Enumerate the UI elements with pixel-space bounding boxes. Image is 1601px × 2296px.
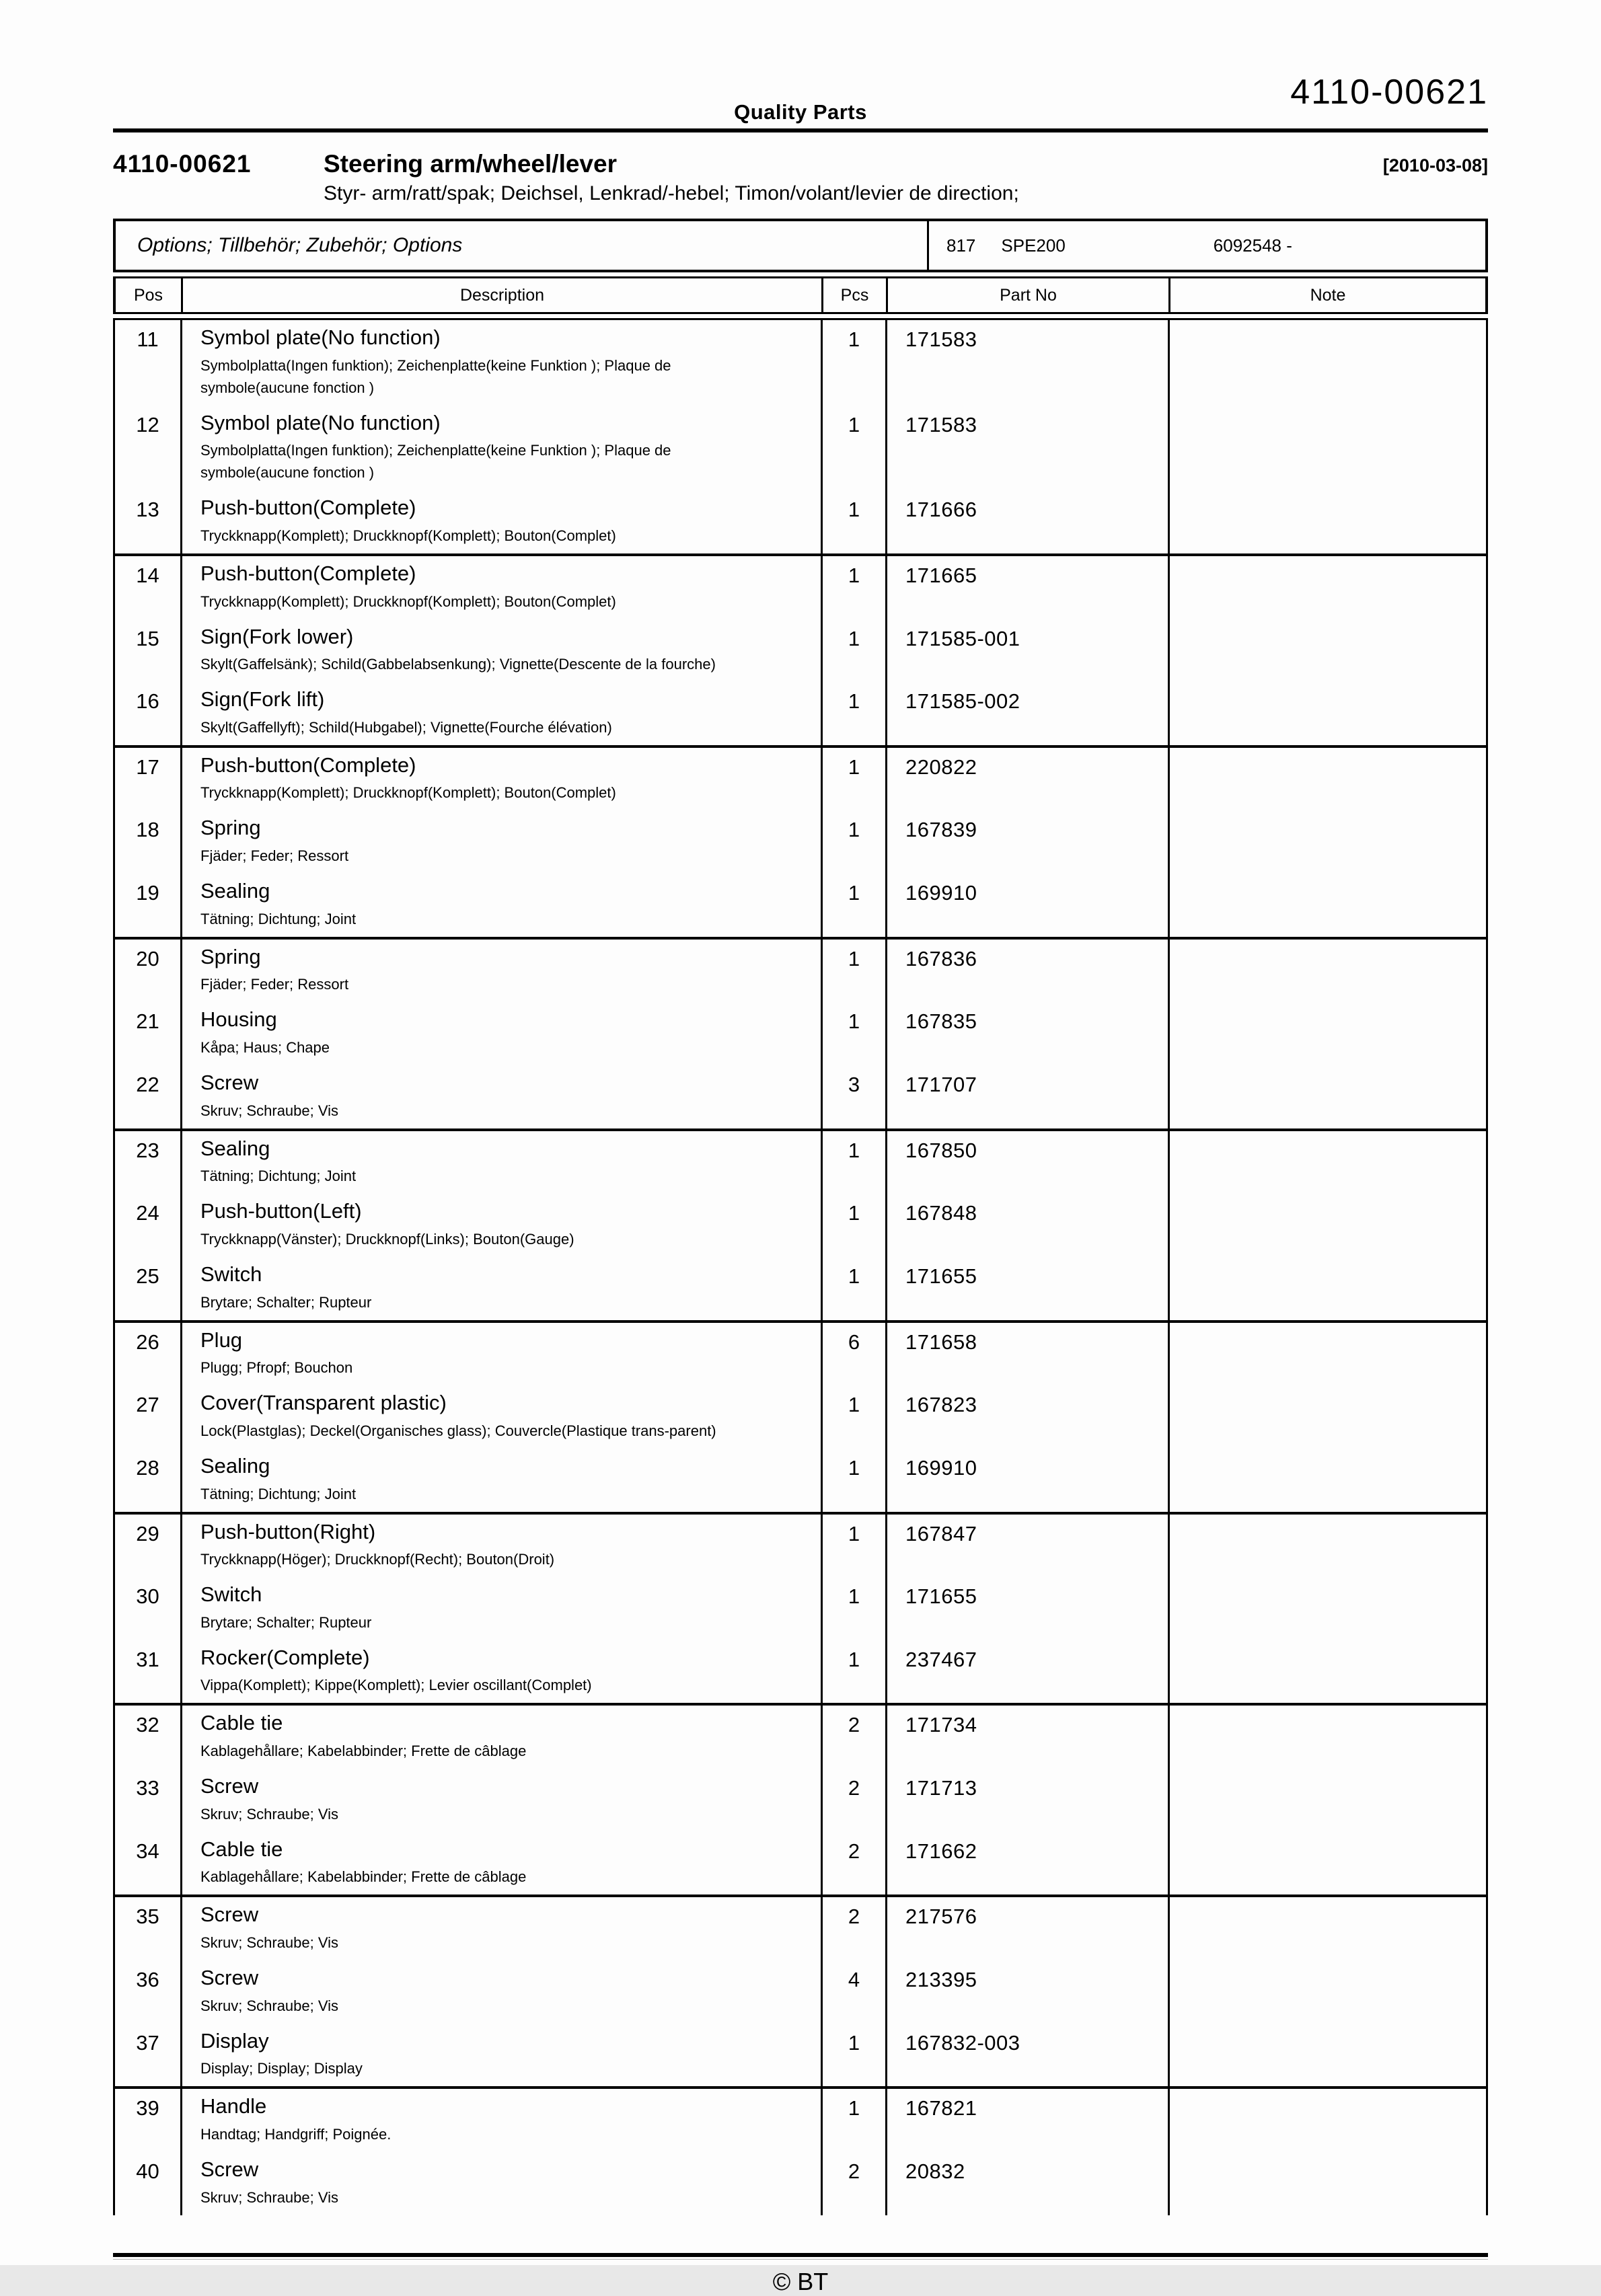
row-pos: 40 (136, 2159, 159, 2183)
row-note (1168, 1131, 1486, 1194)
description-main: Handle (200, 2094, 267, 2118)
column-part-no: Part No (886, 278, 1168, 312)
table-row (115, 1194, 1486, 1257)
description-translations: Tryckknapp(Vänster); Druckknopf(Links); Bouton(Gauge) (200, 1230, 574, 1248)
description-translations: Skruv; Schraube; Vis (200, 1805, 339, 1823)
row-description (180, 619, 821, 683)
row-note (1168, 1002, 1486, 1065)
description-translations: Fjäder; Feder; Ressort (200, 847, 349, 865)
description-translations: Tätning; Dichtung; Joint (200, 1485, 357, 1502)
description-translations: Tätning; Dichtung; Joint (200, 1168, 357, 1185)
row-pcs: 1 (821, 1449, 885, 1512)
row-description (180, 490, 821, 553)
row-pcs: 1 (821, 874, 885, 937)
row-description (180, 1769, 821, 1832)
row-note (1168, 1960, 1486, 2024)
description-translations: Lock(Plastglas); Deckel(Organisches glass); Couvercle(Plastique trans-parent) (200, 1422, 716, 1439)
row-pos: 15 (136, 626, 159, 650)
table-row (115, 1385, 1486, 1449)
table-row (115, 2152, 1486, 2215)
row-note (1168, 940, 1486, 1003)
row-description (180, 1515, 821, 1578)
row-pos: 27 (136, 1393, 159, 1417)
description-translations: Symbolplatta(Ingen funktion); Zeichenplatte(keine Funktion ); Plaque de symbole(aucune fonction ) (200, 442, 671, 482)
table-row (115, 874, 1486, 937)
description-translations: Brytare; Schalter; Rupteur (200, 1613, 372, 1631)
row-part-no: 171583 (885, 320, 1168, 406)
table-row (115, 810, 1486, 874)
row-description (180, 1832, 821, 1895)
table-row (115, 940, 1486, 1003)
row-pcs: 1 (821, 748, 885, 811)
row-pos: 21 (136, 1009, 159, 1034)
page-content (113, 0, 1488, 2296)
description-translations: Tätning; Dichtung; Joint (200, 910, 357, 927)
row-pcs: 1 (821, 2089, 885, 2152)
description-translations: Tryckknapp(Komplett); Druckknopf(Komplett); Bouton(Complet) (200, 592, 616, 610)
row-note (1168, 1385, 1486, 1449)
column-pcs: Pcs (821, 278, 886, 312)
row-part-no: 167832-003 (885, 2024, 1168, 2087)
row-part-no: 171658 (885, 1323, 1168, 1386)
row-part-no: 171713 (885, 1769, 1168, 1832)
description-translations: Tryckknapp(Komplett); Druckknopf(Komplett); Bouton(Complet) (200, 784, 616, 802)
row-part-no: 213395 (885, 1960, 1168, 2024)
row-note (1168, 1449, 1486, 1512)
row-pos: 32 (136, 1713, 159, 1737)
row-pcs: 1 (821, 406, 885, 491)
description-translations: Kåpa; Haus; Chape (200, 1039, 330, 1057)
row-description (180, 1323, 821, 1386)
description-translations: Skylt(Gaffellyft); Schild(Hubgabel); Vignette(Fourche élévation) (200, 718, 612, 736)
table-row (115, 1257, 1486, 1320)
row-pos: 17 (136, 755, 159, 779)
description-main: Sign(Fork lift) (200, 687, 325, 712)
row-part-no: 171585-001 (885, 619, 1168, 683)
row-description (180, 1640, 821, 1704)
options-code: 817 (946, 235, 976, 256)
row-note (1168, 490, 1486, 553)
row-pos: 16 (136, 689, 159, 714)
column-pos: Pos (133, 285, 163, 305)
title-translations: Styr- arm/ratt/spak; Deichsel, Lenkrad/-hebel; Timon/volant/levier de direction; (324, 182, 1019, 204)
row-description (180, 556, 821, 619)
page-title: Steering arm/wheel/lever (324, 150, 617, 178)
row-part-no: 20832 (885, 2152, 1168, 2215)
revision-date: [2010-03-08] (1382, 155, 1488, 176)
row-description (180, 1002, 821, 1065)
row-pos: 35 (136, 1905, 159, 1929)
description-main: Switch (200, 1262, 262, 1286)
description-main: Spring (200, 944, 261, 968)
row-note (1168, 556, 1486, 619)
row-pos: 19 (136, 881, 159, 905)
table-row (115, 1577, 1486, 1640)
row-pcs: 1 (821, 556, 885, 619)
row-part-no: 167821 (885, 2089, 1168, 2152)
row-note (1168, 1257, 1486, 1320)
description-main: Screw (200, 1903, 259, 1927)
row-pcs: 4 (821, 1960, 885, 2024)
description-main: Screw (200, 1966, 259, 1990)
row-pos: 23 (136, 1138, 159, 1162)
row-note (1168, 1897, 1486, 1960)
description-main: Screw (200, 2157, 259, 2181)
description-main: Cover(Transparent plastic) (200, 1391, 447, 1415)
footer-rule (113, 2253, 1488, 2260)
title-doc-number: 4110-00621 (113, 150, 252, 178)
description-translations: Vippa(Komplett); Kippe(Komplett); Levier oscillant(Complet) (200, 1677, 592, 1694)
row-pos: 25 (136, 1264, 159, 1288)
row-pcs: 6 (821, 1323, 885, 1386)
description-main: Push-button(Left) (200, 1199, 362, 1223)
description-translations: Tryckknapp(Höger); Druckknopf(Recht); Bouton(Droit) (200, 1551, 555, 1568)
row-part-no: 169910 (885, 1449, 1168, 1512)
description-main: Push-button(Right) (200, 1519, 376, 1543)
row-description (180, 1960, 821, 2024)
row-note (1168, 2089, 1486, 2152)
table-row (115, 1897, 1486, 1960)
table-row (115, 1131, 1486, 1194)
row-pos: 14 (136, 563, 159, 587)
table-row (115, 490, 1486, 553)
row-pcs: 1 (821, 1257, 885, 1320)
row-note (1168, 1640, 1486, 1704)
row-description (180, 682, 821, 745)
row-pos: 13 (136, 498, 159, 522)
table-row (115, 1640, 1486, 1704)
row-pcs: 1 (821, 320, 885, 406)
description-translations: Skruv; Schraube; Vis (200, 1997, 339, 2014)
description-translations: Kablagehållare; Kabelabbinder; Frette de câblage (200, 1868, 527, 1886)
row-pos: 12 (136, 412, 159, 436)
column-description: Description (181, 278, 821, 312)
table-row (115, 1706, 1486, 1769)
row-pos: 20 (136, 946, 159, 970)
row-part-no: 171585-002 (885, 682, 1168, 745)
row-part-no: 171655 (885, 1257, 1168, 1320)
row-note (1168, 1065, 1486, 1128)
row-pcs: 2 (821, 1897, 885, 1960)
table-row (115, 1449, 1486, 1512)
row-pcs: 1 (821, 1515, 885, 1578)
row-pcs: 1 (821, 810, 885, 874)
options-model-info (927, 221, 1485, 270)
masthead (113, 0, 1488, 128)
row-note (1168, 1706, 1486, 1769)
table-row (115, 1002, 1486, 1065)
description-main: Push-button(Complete) (200, 753, 416, 777)
description-main: Sign(Fork lower) (200, 624, 354, 648)
table-column-header (113, 276, 1488, 314)
description-main: Symbol plate(No function) (200, 410, 441, 434)
row-description (180, 1577, 821, 1640)
row-pcs: 1 (821, 1385, 885, 1449)
description-main: Sealing (200, 879, 270, 903)
row-part-no: 171666 (885, 490, 1168, 553)
row-note (1168, 810, 1486, 874)
description-translations: Fjäder; Feder; Ressort (200, 976, 349, 993)
document-number-top-right: 4110-00621 (1290, 73, 1488, 112)
description-translations: Skylt(Gaffelsänk); Schild(Gabbelabsenkung); Vignette(Descente de la fourche) (200, 656, 716, 673)
description-translations: Brytare; Schalter; Rupteur (200, 1293, 372, 1311)
description-main: Housing (200, 1007, 277, 1032)
description-main: Sealing (200, 1136, 270, 1160)
title-block (113, 132, 1488, 178)
description-main: Sealing (200, 1453, 270, 1478)
row-note (1168, 2024, 1486, 2087)
row-note (1168, 2152, 1486, 2215)
row-pcs: 2 (821, 1832, 885, 1895)
description-translations: Skruv; Schraube; Vis (200, 1934, 339, 1952)
row-pos: 22 (136, 1073, 159, 1097)
row-part-no: 167848 (885, 1194, 1168, 1257)
row-pos: 36 (136, 1968, 159, 1992)
row-note (1168, 1769, 1486, 1832)
row-description (180, 1897, 821, 1960)
table-row (115, 1832, 1486, 1895)
table-row (115, 2024, 1486, 2087)
parts-table-body (113, 318, 1488, 2215)
row-part-no: 171655 (885, 1577, 1168, 1640)
row-pos: 26 (136, 1330, 159, 1354)
copyright-label: © BT (772, 2267, 829, 2295)
row-part-no: 171662 (885, 1832, 1168, 1895)
description-main: Switch (200, 1582, 262, 1607)
row-pos: 33 (136, 1776, 159, 1800)
row-note (1168, 1194, 1486, 1257)
options-serial-range: 6092548 - (1213, 235, 1292, 256)
row-description (180, 1257, 821, 1320)
row-pos: 39 (136, 2096, 159, 2120)
row-note (1168, 1515, 1486, 1578)
description-translations: Display; Display; Display (200, 2060, 363, 2077)
row-pos: 18 (136, 818, 159, 842)
table-row (115, 556, 1486, 619)
row-note (1168, 1577, 1486, 1640)
row-pos: 28 (136, 1455, 159, 1480)
description-main: Display (200, 2028, 269, 2053)
row-part-no: 171734 (885, 1706, 1168, 1769)
row-part-no: 167847 (885, 1515, 1168, 1578)
description-main: Push-button(Complete) (200, 496, 416, 520)
row-part-no: 167835 (885, 1002, 1168, 1065)
row-description (180, 810, 821, 874)
row-note (1168, 874, 1486, 937)
row-pcs: 2 (821, 1706, 885, 1769)
row-pcs: 1 (821, 1131, 885, 1194)
row-description (180, 874, 821, 937)
description-main: Push-button(Complete) (200, 561, 416, 585)
row-note (1168, 320, 1486, 406)
options-model: SPE200 (1001, 235, 1066, 256)
row-part-no: 167850 (885, 1131, 1168, 1194)
row-description (180, 1385, 821, 1449)
row-pcs: 1 (821, 1002, 885, 1065)
table-row (115, 406, 1486, 491)
table-row (115, 619, 1486, 683)
description-main: Cable tie (200, 1711, 283, 1735)
description-translations: Kablagehållare; Kabelabbinder; Frette de câblage (200, 1743, 527, 1760)
description-translations: Plugg; Pfropf; Bouchon (200, 1359, 353, 1377)
row-description (180, 1194, 821, 1257)
description-main: Cable tie (200, 1837, 283, 1861)
row-pcs: 1 (821, 682, 885, 745)
table-row (115, 1065, 1486, 1128)
table-row (115, 1515, 1486, 1578)
table-row (115, 1323, 1486, 1386)
row-note (1168, 748, 1486, 811)
description-translations: Skruv; Schraube; Vis (200, 1102, 339, 1119)
row-note (1168, 406, 1486, 491)
row-part-no: 237467 (885, 1640, 1168, 1704)
row-part-no: 171665 (885, 556, 1168, 619)
column-note: Note (1168, 278, 1485, 312)
description-main: Symbol plate(No function) (200, 326, 441, 349)
row-part-no: 217576 (885, 1897, 1168, 1960)
row-description (180, 1449, 821, 1512)
row-description (180, 1065, 821, 1128)
row-pos: 37 (136, 2030, 159, 2055)
table-row (115, 1960, 1486, 2024)
description-main: Screw (200, 1071, 259, 1095)
description-main: Rocker(Complete) (200, 1645, 370, 1669)
row-pcs: 1 (821, 1577, 885, 1640)
row-note (1168, 1832, 1486, 1895)
row-pcs: 1 (821, 619, 885, 683)
row-description (180, 320, 821, 406)
description-translations: Skruv; Schraube; Vis (200, 2188, 339, 2206)
row-pcs: 2 (821, 2152, 885, 2215)
row-description (180, 1131, 821, 1194)
row-description (180, 2089, 821, 2152)
row-description (180, 2024, 821, 2087)
row-pos: 30 (136, 1584, 159, 1609)
row-pcs: 1 (821, 490, 885, 553)
table-row (115, 748, 1486, 811)
row-pcs: 2 (821, 1769, 885, 1832)
row-pcs: 3 (821, 1065, 885, 1128)
row-part-no: 220822 (885, 748, 1168, 811)
row-description (180, 1706, 821, 1769)
row-part-no: 171707 (885, 1065, 1168, 1128)
row-pcs: 1 (821, 1640, 885, 1704)
description-translations: Tryckknapp(Komplett); Druckknopf(Komplett); Bouton(Complet) (200, 527, 616, 544)
row-part-no: 171583 (885, 406, 1168, 491)
row-pos: 24 (136, 1201, 159, 1225)
row-note (1168, 619, 1486, 683)
row-pcs: 1 (821, 1194, 885, 1257)
row-description (180, 748, 821, 811)
row-note (1168, 682, 1486, 745)
row-description (180, 940, 821, 1003)
description-main: Plug (200, 1328, 243, 1352)
description-main: Screw (200, 1774, 259, 1798)
row-pos: 29 (136, 1521, 159, 1545)
row-pos: 34 (136, 1839, 159, 1863)
table-row (115, 320, 1486, 406)
table-row (115, 682, 1486, 745)
row-note (1168, 1323, 1486, 1386)
options-band (113, 219, 1488, 272)
row-description (180, 2152, 821, 2215)
row-part-no: 167839 (885, 810, 1168, 874)
table-row (115, 2089, 1486, 2152)
row-pcs: 1 (821, 940, 885, 1003)
row-part-no: 167836 (885, 940, 1168, 1003)
row-pos: 31 (136, 1647, 159, 1671)
description-main: Spring (200, 816, 261, 840)
row-description (180, 406, 821, 491)
row-part-no: 169910 (885, 874, 1168, 937)
row-pcs: 1 (821, 2024, 885, 2087)
quality-parts-label: Quality Parts (734, 100, 867, 124)
options-label: Options; Tillbehör; Zubehör; Options (137, 234, 463, 256)
row-pos: 11 (137, 328, 159, 351)
description-translations: Handtag; Handgriff; Poignée. (200, 2125, 392, 2143)
row-part-no: 167823 (885, 1385, 1168, 1449)
table-row (115, 1769, 1486, 1832)
description-translations: Symbolplatta(Ingen funktion); Zeichenplatte(keine Funktion ); Plaque de symbole(aucune fonction ) (200, 356, 671, 396)
